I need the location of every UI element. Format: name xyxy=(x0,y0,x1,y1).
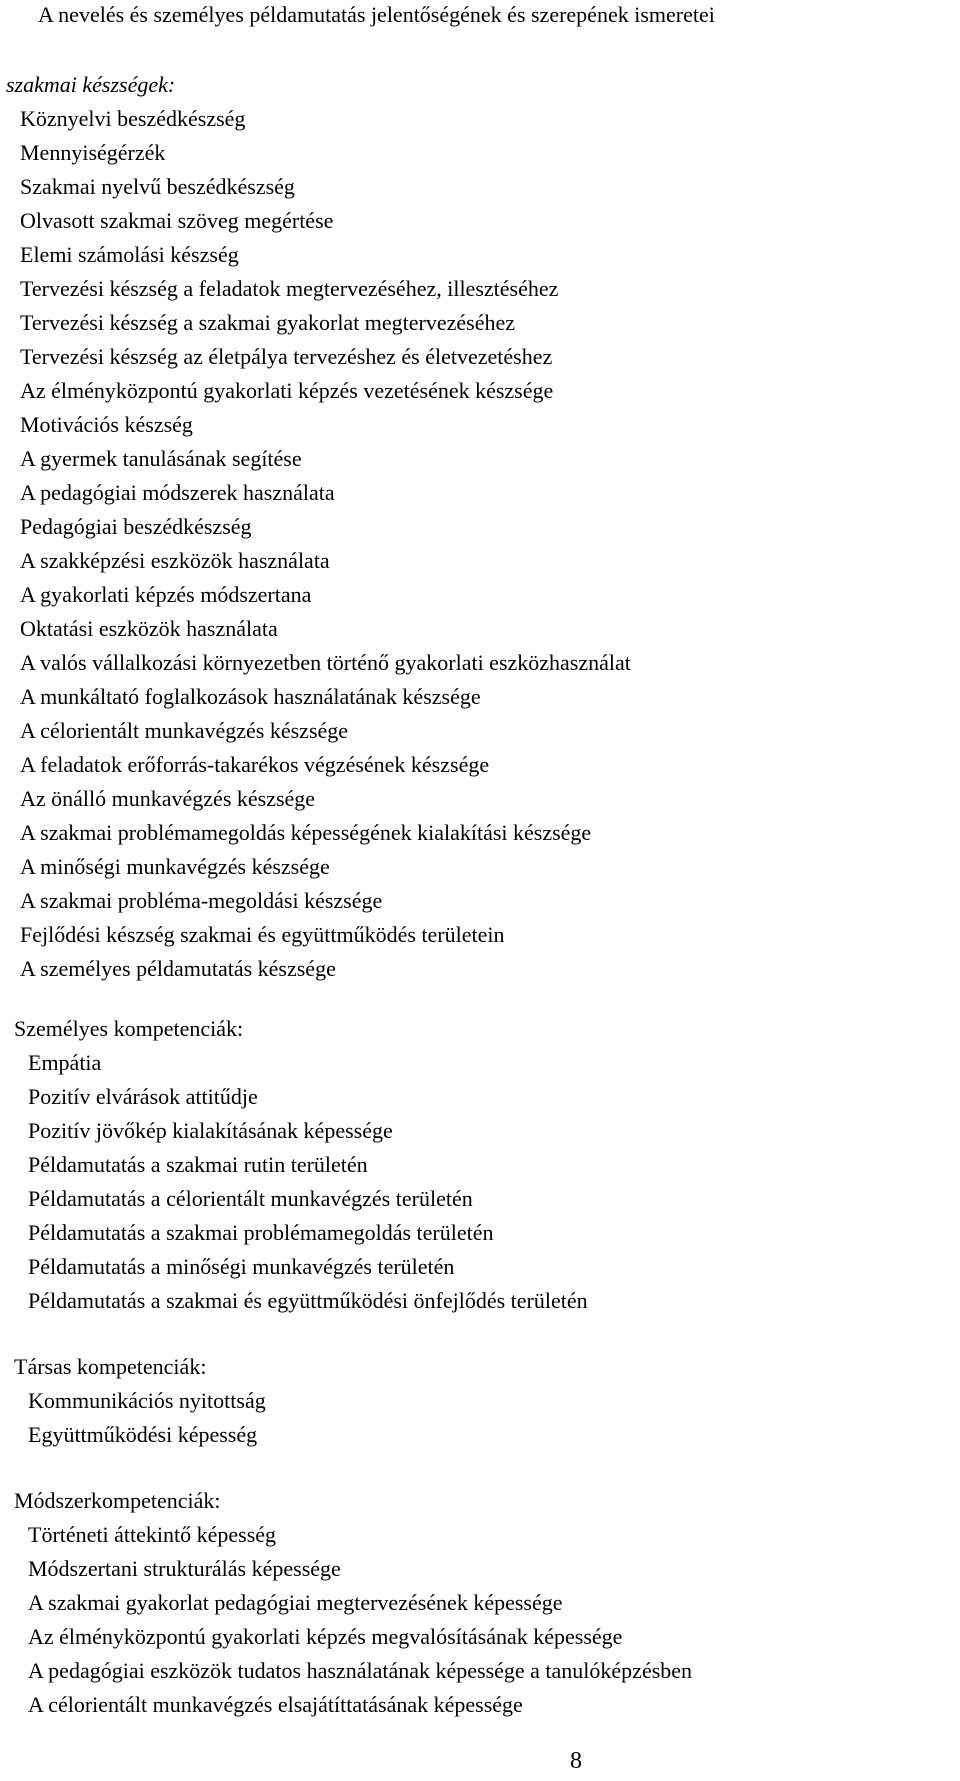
list-item: Tervezési készség a feladatok megtervezéséhez, illesztéséhez xyxy=(20,276,559,301)
list-item: Együttműködési képesség xyxy=(28,1422,258,1447)
list-item: Szakmai nyelvű beszédkészség xyxy=(20,174,295,199)
list-item: Példamutatás a célorientált munkavégzés területén xyxy=(28,1186,473,1211)
tarsas-kompetenciak-heading: Társas kompetenciák: xyxy=(14,1354,207,1379)
list-item: A szakmai probléma-megoldási készsége xyxy=(20,888,383,913)
szemelyes-kompetenciak-list xyxy=(28,1046,588,1318)
list-item: A szakképzési eszközök használata xyxy=(20,548,330,573)
szakmai-keszsegek-list xyxy=(20,102,631,986)
list-item: A célorientált munkavégzés elsajátíttatásának képessége xyxy=(28,1692,523,1717)
list-item: Az önálló munkavégzés készsége xyxy=(20,786,316,811)
list-item: A pedagógiai eszközök tudatos használatának képessége a tanulóképzésben xyxy=(28,1658,693,1683)
szemelyes-kompetenciak-heading: Személyes kompetenciák: xyxy=(14,1016,244,1041)
list-item: A gyakorlati képzés módszertana xyxy=(20,582,312,607)
list-item: A pedagógiai módszerek használata xyxy=(20,480,335,505)
list-item: Példamutatás a szakmai problémamegoldás területén xyxy=(28,1220,494,1245)
list-item: Példamutatás a minőségi munkavégzés területén xyxy=(28,1254,455,1279)
list-item: Tervezési készség az életpálya tervezéshez és életvezetéshez xyxy=(20,344,553,369)
list-item: Olvasott szakmai szöveg megértése xyxy=(20,208,334,233)
list-item: A célorientált munkavégzés készsége xyxy=(20,718,349,743)
list-item: Példamutatás a szakmai rutin területén xyxy=(28,1152,368,1177)
list-item: Oktatási eszközök használata xyxy=(20,616,278,641)
list-item: Pozitív jövőkép kialakításának képessége xyxy=(28,1118,393,1143)
list-item: Pozitív elvárások attitűdje xyxy=(28,1084,258,1109)
list-item: Az élményközpontú gyakorlati képzés megvalósításának képessége xyxy=(28,1624,623,1649)
modszerkompetenciak-heading: Módszerkompetenciák: xyxy=(14,1488,221,1513)
list-item: A feladatok erőforrás-takarékos végzésének készsége xyxy=(20,752,490,777)
list-item: Fejlődési készség szakmai és együttműködés területein xyxy=(20,922,505,947)
list-item: Módszertani strukturálás képessége xyxy=(28,1556,341,1581)
list-item: Elemi számolási készség xyxy=(20,242,239,267)
szakmai-keszsegek-heading: szakmai készségek: xyxy=(6,72,176,97)
section-title: A nevelés és személyes példamutatás jelentőségének és szerepének ismeretei xyxy=(38,2,715,27)
list-item: Kommunikációs nyitottság xyxy=(28,1388,266,1413)
list-item: Mennyiségérzék xyxy=(20,140,166,165)
list-item: A munkáltató foglalkozások használatának készsége xyxy=(20,684,481,709)
page-number: 8 xyxy=(570,1748,582,1774)
list-item: Empátia xyxy=(28,1050,102,1075)
list-item: Az élményközpontú gyakorlati képzés vezetésének készsége xyxy=(20,378,554,403)
list-item: Köznyelvi beszédkészség xyxy=(20,106,246,131)
list-item: A minőségi munkavégzés készsége xyxy=(20,854,330,879)
list-item: A személyes példamutatás készsége xyxy=(20,956,336,981)
modszerkompetenciak-list xyxy=(28,1518,692,1722)
list-item: A valós vállalkozási környezetben történő gyakorlati eszközhasználat xyxy=(20,650,631,675)
list-item: Tervezési készség a szakmai gyakorlat megtervezéséhez xyxy=(20,310,516,335)
tarsas-kompetenciak-list xyxy=(28,1384,266,1452)
list-item: A gyermek tanulásának segítése xyxy=(20,446,302,471)
list-item: Példamutatás a szakmai és együttműködési önfejlődés területén xyxy=(28,1288,588,1313)
list-item: A szakmai problémamegoldás képességének kialakítási készsége xyxy=(20,820,592,845)
list-item: Történeti áttekintő képesség xyxy=(28,1522,277,1547)
list-item: Motivációs készség xyxy=(20,412,193,437)
list-item: Pedagógiai beszédkészség xyxy=(20,514,252,539)
list-item: A szakmai gyakorlat pedagógiai megtervezésének képessége xyxy=(28,1590,563,1615)
